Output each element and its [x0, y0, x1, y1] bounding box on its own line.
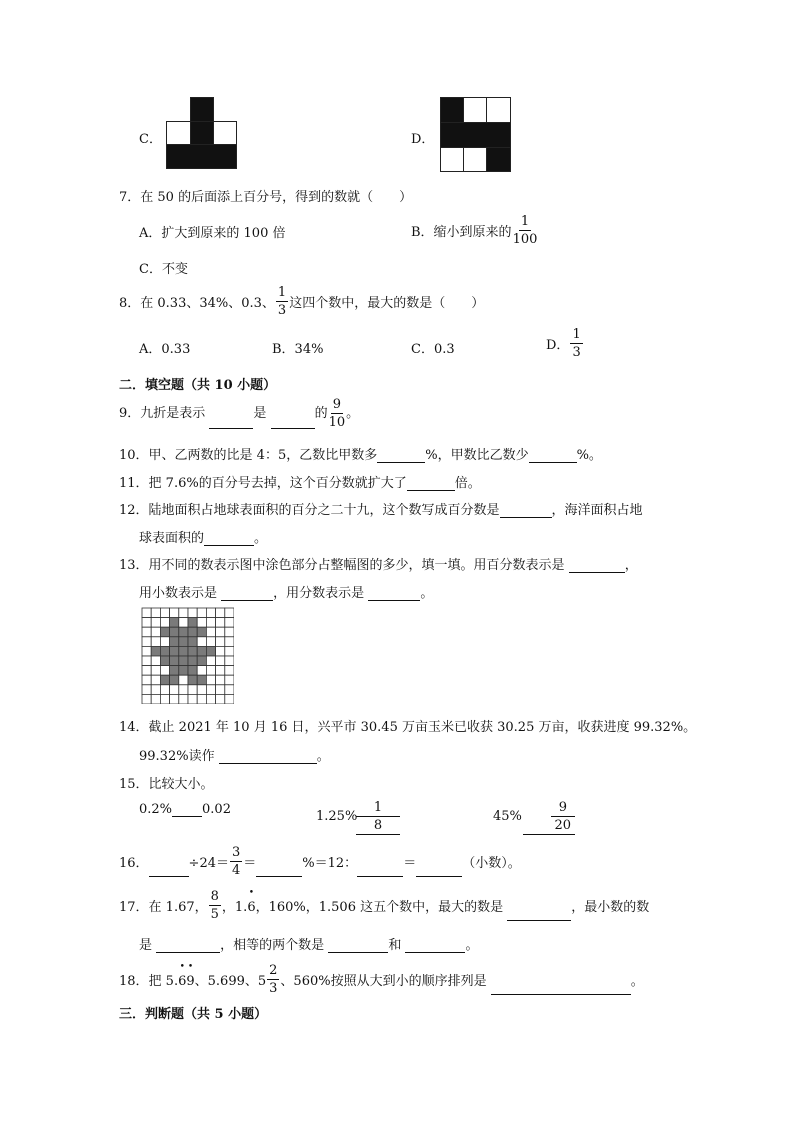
q6-option-c-figure	[166, 97, 237, 169]
grid-cell	[216, 646, 225, 656]
grid-cell-shaded	[179, 637, 188, 647]
q8-option-a: A．0.33	[139, 342, 191, 357]
q17-blank-3[interactable]	[328, 940, 388, 953]
grid-cell	[179, 675, 188, 685]
grid-cell	[170, 608, 179, 618]
q10-blank-1[interactable]	[377, 450, 425, 463]
q6-option-d-figure	[440, 97, 511, 172]
grid-cell	[225, 637, 234, 647]
grid-cell	[225, 675, 234, 685]
grid-cell	[216, 656, 225, 666]
grid-cell-shaded	[206, 646, 215, 656]
grid-cell-shaded	[179, 627, 188, 637]
grid-cell	[216, 618, 225, 628]
grid-cell-shaded	[170, 675, 179, 685]
grid-cell	[225, 656, 234, 666]
grid-cell	[216, 627, 225, 637]
grid-cell	[188, 694, 197, 704]
grid-cell	[170, 694, 179, 704]
q16-blank-4[interactable]	[416, 864, 462, 877]
q13-shaded-grid-figure	[141, 607, 234, 704]
grid-cell	[225, 646, 234, 656]
grid-cell	[151, 656, 160, 666]
grid-cell	[206, 637, 215, 647]
grid-cell	[206, 694, 215, 704]
grid-cell	[216, 685, 225, 695]
grid-cell-shaded	[179, 646, 188, 656]
grid-cell-shaded	[170, 646, 179, 656]
q15-blank-3[interactable]	[523, 834, 575, 835]
grid-cell	[206, 675, 215, 685]
section-2-heading: 二．填空题（共 10 小题）	[119, 378, 277, 393]
q17-line-2: 是 ，相等的两个数是 和 。	[139, 938, 479, 953]
grid-cell	[216, 608, 225, 618]
q17-repeating-digit: • 6	[247, 887, 256, 915]
q12-line-1: 12．陆地面积占地球表面积的百分之二十九，这个数写成百分数是 ，海洋面积占地	[119, 503, 643, 518]
grid-cell-shaded	[197, 675, 206, 685]
grid-cell	[216, 666, 225, 676]
grid-cell	[151, 608, 160, 618]
grid-cell	[206, 666, 215, 676]
q6-option-c-label: C．	[139, 132, 162, 147]
grid-cell	[151, 637, 160, 647]
q13-blank-1[interactable]	[569, 560, 625, 573]
grid-cell	[151, 666, 160, 676]
grid-cell-shaded	[170, 656, 179, 666]
q13-blank-3[interactable]	[368, 588, 420, 601]
grid-cell	[206, 685, 215, 695]
grid-cell	[142, 666, 151, 676]
grid-cell	[151, 675, 160, 685]
grid-cell	[142, 627, 151, 637]
grid-cell	[160, 666, 169, 676]
grid-cell	[188, 685, 197, 695]
q9-blank-1[interactable]	[209, 416, 253, 429]
grid-cell	[142, 675, 151, 685]
grid-cell-shaded	[170, 666, 179, 676]
grid-cell	[160, 637, 169, 647]
grid-cell-shaded	[188, 656, 197, 666]
q10-blank-2[interactable]	[529, 450, 577, 463]
q7-option-b: B．缩小到原来的 $\frac{1}{100}$	[411, 214, 538, 247]
grid-cell	[179, 618, 188, 628]
q8-option-d: D． $\frac{1}{3}$	[546, 327, 581, 360]
grid-cell-shaded	[170, 618, 179, 628]
q15-stem: 15．比较大小。	[119, 777, 214, 792]
q15-compare-2-right: 1 8	[356, 800, 400, 835]
q10: 10．甲、乙两数的比是 4：5，乙数比甲数多 %，甲数比乙数少 %。	[119, 448, 602, 463]
grid-cell	[216, 637, 225, 647]
grid-cell	[225, 618, 234, 628]
grid-cell-shaded	[188, 637, 197, 647]
grid-cell-shaded	[160, 646, 169, 656]
q12-blank-1[interactable]	[500, 505, 552, 518]
q17-blank-2[interactable]	[156, 940, 220, 953]
grid-cell	[206, 627, 215, 637]
grid-cell	[197, 685, 206, 695]
grid-cell	[142, 656, 151, 666]
q7-option-a: A．扩大到原来的 100 倍	[139, 226, 286, 241]
q18: 18．把 5. • 6 • 9 、5.699、5 $\frac{2}{3}$ 、560%按照从大到小的顺序排列是 。	[119, 961, 644, 996]
grid-cell-shaded	[188, 627, 197, 637]
q6-option-d-label: D．	[411, 132, 435, 147]
grid-cell-shaded	[197, 627, 206, 637]
grid-cell	[216, 694, 225, 704]
grid-cell-shaded	[160, 627, 169, 637]
q11: 11．把 7.6%的百分号去掉，这个百分数就扩大了 倍。	[119, 476, 481, 491]
grid-cell	[188, 608, 197, 618]
grid-cell	[197, 694, 206, 704]
grid-cell-shaded	[160, 675, 169, 685]
grid-cell	[151, 694, 160, 704]
grid-cell	[142, 685, 151, 695]
q13-blank-2[interactable]	[221, 588, 273, 601]
grid-cell	[225, 685, 234, 695]
q9: 9．九折是表示 是 的 $\frac{9}{10}$ 。	[119, 397, 360, 430]
grid-cell	[179, 608, 188, 618]
grid-cell	[142, 694, 151, 704]
grid-cell	[216, 675, 225, 685]
q16-blank-1[interactable]	[149, 864, 189, 877]
grid-cell	[206, 618, 215, 628]
grid-cell	[197, 618, 206, 628]
q13-line-1: 13．用不同的数表示图中涂色部分占整幅图的多少，填一填。用百分数表示是 ，	[119, 558, 638, 573]
q16-blank-2[interactable]	[256, 864, 302, 877]
q8-option-c: C．0.3	[411, 342, 455, 357]
grid-cell	[197, 666, 206, 676]
grid-cell	[197, 608, 206, 618]
q12-blank-2[interactable]	[204, 533, 254, 546]
grid-cell-shaded	[170, 627, 179, 637]
q13-line-2: 用小数表示是 ，用分数表示是 。	[139, 586, 434, 601]
grid-cell	[151, 685, 160, 695]
grid-cell	[142, 637, 151, 647]
grid-cell	[151, 618, 160, 628]
grid-cell	[225, 694, 234, 704]
q8-stem: 8．在 0.33、34%、0.3、 $\frac{1}{3}$ 这四个数中，最大的数是（ ）	[119, 285, 485, 318]
grid-cell-shaded	[197, 656, 206, 666]
grid-cell	[160, 685, 169, 695]
q15-compare-3-left: 45%	[493, 809, 522, 824]
grid-cell-shaded	[197, 646, 206, 656]
grid-cell-shaded	[188, 675, 197, 685]
grid-cell	[225, 608, 234, 618]
q15-compare-2-left: 1.25%	[316, 809, 358, 824]
q7-stem: 7．在 50 的后面添上百分号，得到的数就（ ）	[119, 190, 413, 205]
q9-blank-2[interactable]	[271, 416, 315, 429]
grid-cell	[206, 656, 215, 666]
grid-cell-shaded	[170, 637, 179, 647]
q17-blank-4[interactable]	[405, 940, 465, 953]
q15-blank-2[interactable]	[356, 834, 400, 835]
grid-cell-shaded	[188, 666, 197, 676]
q18-blank[interactable]	[491, 982, 631, 995]
q17-blank-1[interactable]	[507, 908, 571, 921]
grid-cell	[179, 685, 188, 695]
grid-cell	[142, 608, 151, 618]
grid-cell	[160, 694, 169, 704]
section-3-heading: 三．判断题（共 5 小题）	[119, 1007, 268, 1022]
grid-cell	[206, 608, 215, 618]
grid-cell	[151, 627, 160, 637]
q18-repeating-digit-1: • 6	[178, 961, 187, 989]
q7-option-c: C．不变	[139, 262, 188, 277]
grid-cell	[160, 608, 169, 618]
grid-cell-shaded	[160, 656, 169, 666]
q16: 16． ÷24＝ $\frac{3}{4}$ ＝ %＝12： ＝ （小数）。	[119, 845, 521, 878]
grid-cell	[142, 646, 151, 656]
q12-line-2: 球表面积的 。	[139, 531, 268, 546]
q18-repeating-digit-2: • 9	[186, 961, 195, 989]
grid-cell	[197, 637, 206, 647]
grid-cell	[225, 627, 234, 637]
grid-cell	[225, 666, 234, 676]
grid-cell-shaded	[151, 646, 160, 656]
q15-compare-3-right: 9 20	[523, 800, 575, 835]
grid-cell	[160, 618, 169, 628]
q8-option-b: B．34%	[272, 342, 324, 357]
grid-cell	[179, 694, 188, 704]
grid-cell	[142, 618, 151, 628]
q16-blank-3[interactable]	[357, 864, 403, 877]
q14-line-2: 99.32%读作 。	[139, 749, 330, 764]
q14-line-1: 14．截止 2021 年 10 月 16 日，兴平市 30.45 万亩玉米已收获 30.25 万亩，收获进度 99.32%。	[119, 720, 697, 735]
q11-blank[interactable]	[407, 478, 455, 491]
q17-line-1: 17．在 1.67， $\frac{8}{5}$ ，1. • 6 ，160%，1.506 这五个数中，最大的数是 ，最小数的数	[119, 887, 650, 922]
grid-cell-shaded	[188, 646, 197, 656]
q15-compare-1: 0.2% 0.02	[139, 802, 231, 817]
grid-cell-shaded	[188, 618, 197, 628]
grid-cell-shaded	[179, 666, 188, 676]
q15-blank-1[interactable]	[172, 804, 202, 817]
grid-cell	[170, 685, 179, 695]
grid-cell-shaded	[179, 656, 188, 666]
q14-blank[interactable]	[219, 751, 317, 764]
